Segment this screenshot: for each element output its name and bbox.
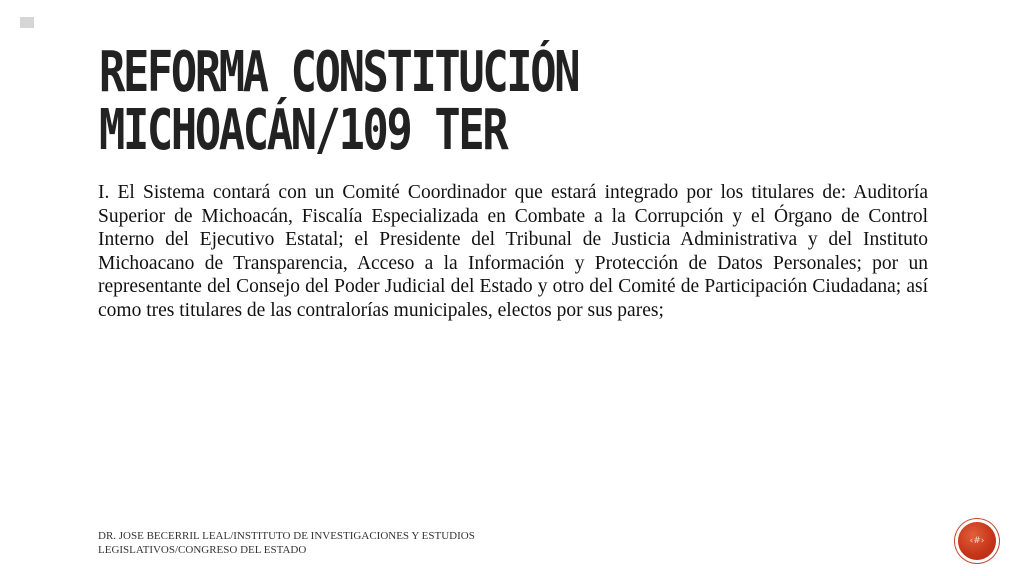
slide-body-text: I. El Sistema contará con un Comité Coordinador que estará integrado por los titulares de: Auditoría Superior de Michoacán, Fiscalía Especializada en Combate a la Corrupción y el Órgano de Control Interno del Ejecutivo Estatal; el Presidente del Tribunal de Justicia Administrativa y del Instituto Michoacano de Transparencia, Acceso a la Información y Protección de Datos Personales; por un representante del Consejo del Poder Judicial del Estado y otro del Comité de Participación Ciudadana; así como tres titulares de las contralorías municipales, electos por sus pares;	[98, 182, 928, 321]
slide-title: REFORMA CONSTITUCIÓN MICHOACÁN/109 TER	[99, 40, 579, 163]
page-number-badge: ‹#›	[958, 522, 996, 560]
slide-footer: DR. JOSE BECERRIL LEAL/INSTITUTO DE INVESTIGACIONES Y ESTUDIOS LEGISLATIVOS/CONGRESO DEL ESTADO	[98, 530, 475, 556]
corner-marker	[20, 17, 34, 28]
